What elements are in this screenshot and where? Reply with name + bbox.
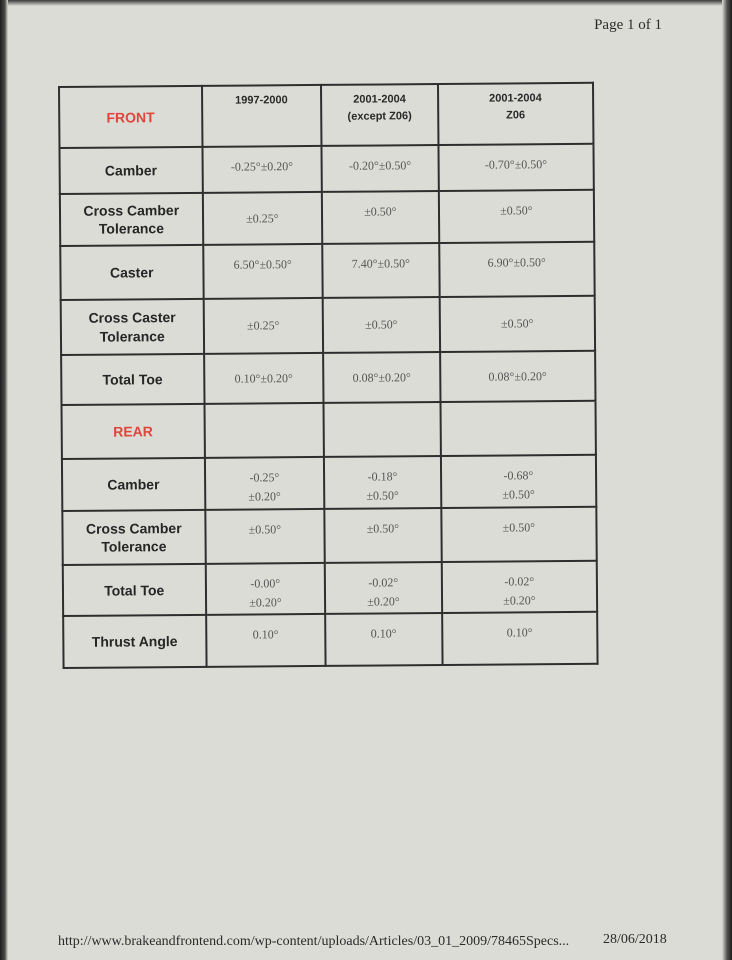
page-number: Page 1 of 1 [594, 17, 662, 33]
table-row [61, 351, 595, 405]
value-line: -0.00° [250, 576, 281, 591]
table-row [62, 455, 596, 511]
value-line: ±0.20° [367, 593, 400, 609]
table-row [63, 612, 597, 668]
rear-section-row [62, 401, 596, 459]
value-cell: 0.08°±0.20° [323, 352, 440, 403]
table-row [59, 144, 593, 194]
scan-edge-top [0, 0, 732, 6]
row-label-line: Cross Caster [88, 309, 176, 327]
table-row [60, 242, 594, 300]
col-header-line: (except Z06) [347, 109, 412, 123]
value-line: -0.18° [367, 469, 398, 484]
value-cell: ±0.50° [324, 508, 441, 563]
value-cell: -0.20°±0.50° [322, 145, 439, 192]
row-label [61, 299, 204, 355]
row-label-line: Tolerance [99, 327, 165, 345]
value-cell [441, 561, 597, 613]
table-row [61, 296, 595, 355]
value-cell: 0.08°±0.20° [440, 351, 596, 402]
value-cell: ±0.50° [322, 191, 439, 244]
value-line: ±0.50° [502, 486, 535, 502]
value-cell: 7.40°±0.50° [322, 243, 439, 298]
row-label-line: Tolerance [101, 538, 167, 555]
value-cell: ±0.25° [203, 298, 323, 354]
row-label-line: Tolerance [98, 220, 165, 237]
table-row [63, 561, 597, 616]
col-header-2001-2004-except-z06 [321, 84, 438, 146]
value-line: ±0.20° [503, 592, 536, 608]
value-cell: ±0.50° [441, 507, 597, 562]
row-label: Caster [60, 245, 203, 300]
value-cell: ±0.50° [323, 297, 440, 353]
col-header-2001-2004-z06 [438, 83, 594, 145]
value-cell: -0.25°±0.20° [202, 146, 322, 193]
value-cell: 6.50°±0.50° [203, 244, 323, 299]
row-label: Total Toe [63, 564, 206, 616]
value-cell [205, 563, 325, 615]
col-header-line: 1997-2000 [235, 94, 288, 107]
col-header-line: 2001-2004 [489, 92, 542, 105]
value-cell [441, 455, 597, 508]
row-label: Total Toe [61, 354, 204, 405]
row-label: Camber [59, 147, 202, 194]
value-cell: 0.10°±0.20° [204, 353, 324, 404]
value-cell: ±0.50° [205, 509, 325, 564]
value-cell: ±0.50° [439, 190, 595, 243]
value-cell: ±0.50° [439, 296, 595, 352]
value-cell: ±0.25° [202, 192, 322, 245]
value-line: ±0.20° [248, 488, 281, 504]
col-header-line: Z06 [506, 108, 526, 121]
value-cell [324, 456, 441, 509]
scan-edge-right [722, 0, 732, 960]
value-line: -0.25° [249, 470, 280, 485]
row-label-line: Cross Camber [83, 201, 180, 219]
empty-cell [204, 403, 324, 458]
footer-url: http://www.brakeandfrontend.com/wp-content/uploads/Articles/03_01_2009/78465Specs... [58, 934, 570, 949]
table-row [60, 190, 594, 246]
col-header-line: 2001-2004 [353, 93, 406, 106]
value-cell: 6.90°±0.50° [439, 242, 595, 297]
value-line: -0.68° [503, 468, 534, 483]
row-label: Thrust Angle [63, 615, 206, 668]
value-cell: 0.10° [325, 613, 442, 666]
value-cell: 0.10° [442, 612, 598, 665]
value-cell: 0.10° [206, 614, 326, 667]
alignment-spec-table [58, 82, 599, 669]
table-row [62, 507, 596, 565]
empty-cell [324, 402, 441, 457]
rear-section-label: REAR [62, 404, 205, 459]
value-line: ±0.20° [249, 594, 282, 610]
row-label-line: Cross Camber [85, 519, 182, 537]
empty-cell [440, 401, 596, 456]
value-line: -0.02° [504, 574, 535, 589]
header-row [59, 83, 593, 148]
col-header-1997-2000 [202, 85, 322, 147]
row-label [60, 193, 203, 246]
row-label [62, 510, 205, 565]
row-label: Camber [62, 458, 205, 511]
scan-edge-left [0, 0, 8, 960]
value-line: -0.02° [368, 575, 399, 590]
footer-date: 28/06/2018 [603, 932, 667, 947]
value-line: ±0.50° [366, 487, 399, 503]
front-section-label: FRONT [59, 86, 202, 148]
value-cell [205, 457, 325, 510]
value-cell [325, 562, 442, 614]
value-cell: -0.70°±0.50° [438, 144, 594, 191]
